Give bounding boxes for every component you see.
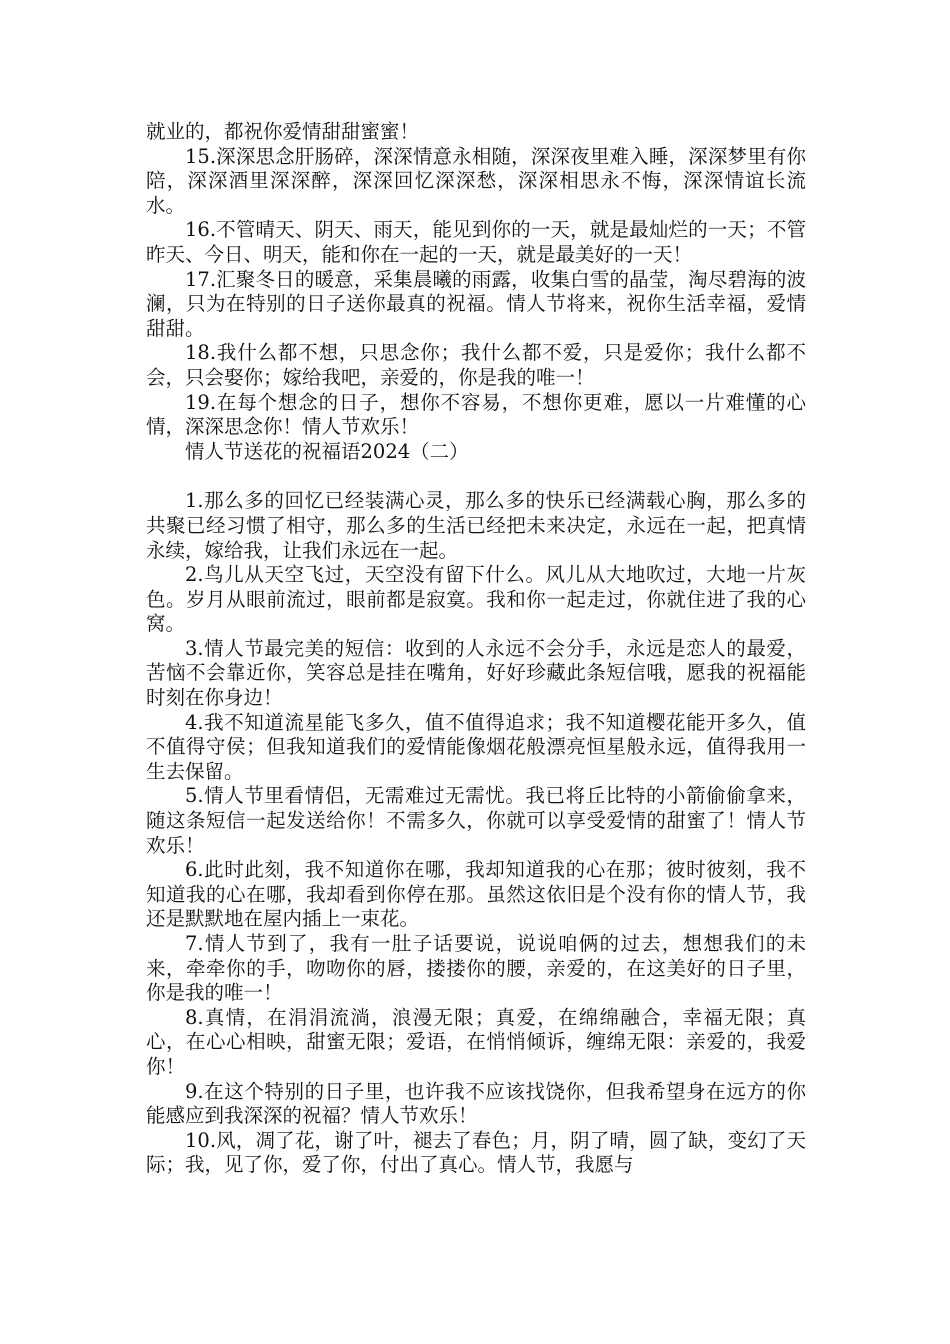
- list-item: 1.那么多的回忆已经装满心灵，那么多的快乐已经满载心胸，那么多的共聚已经习惯了相守，那么多的生活已经把未来决定，永远在一起，把真情永续，嫁给我，让我们永远在一起。: [146, 489, 806, 562]
- list-item: 2.鸟儿从天空飞过，天空没有留下什么。风儿从大地吹过，大地一片灰色。岁月从眼前流过，眼前都是寂寞。我和你一起走过，你就住进了我的心窝。: [146, 563, 806, 636]
- list-item: 4.我不知道流星能飞多久，值不值得追求；我不知道樱花能开多久，值不值得守侯；但我知道我们的爱情能像烟花般漂亮恒星般永远，值得我用一生去保留。: [146, 710, 806, 783]
- continuation-paragraph: 就业的，都祝你爱情甜甜蜜蜜！: [146, 120, 420, 143]
- list-item: 9.在这个特别的日子里，也许我不应该找饶你，但我希望身在远方的你能感应到我深深的祝福？情人节欢乐！: [146, 1079, 806, 1128]
- list-item: 5.情人节里看情侣，无需难过无需忧。我已将丘比特的小箭偷偷拿来，随这条短信一起发送给你！不需多久，你就可以享受爱情的甜蜜了！情人节欢乐！: [146, 784, 806, 857]
- list-item: 3.情人节最完美的短信：收到的人永远不会分手，永远是恋人的最爱，苦恼不会靠近你，笑容总是挂在嘴角，好好珍藏此条短信哦，愿我的祝福能时刻在你身边！: [146, 636, 806, 710]
- section-title: 情人节送花的祝福语2024（二）: [185, 439, 469, 463]
- list-item: 8.真情，在涓涓流淌，浪漫无限；真爱，在绵绵融合，幸福无限；真心，在心心相映，甜蜜无限；爱语，在悄悄倾诉，缠绵无限：亲爱的，我爱你！: [146, 1005, 806, 1078]
- list-item: 19.在每个想念的日子，想你不容易，不想你更难，愿以一片难懂的心情，深深思念你！情人节欢乐！: [146, 390, 806, 439]
- list-item: 17.汇聚冬日的暖意，采集晨曦的雨露，收集白雪的晶莹，淘尽碧海的波澜，只为在特别的日子送你最真的祝福。情人节将来，祝你生活幸福，爱情甜甜。: [146, 267, 806, 340]
- list-item: 18.我什么都不想，只思念你；我什么都不爱，只是爱你；我什么都不会，只会娶你；嫁给我吧，亲爱的，你是我的唯一！: [146, 341, 806, 389]
- list-item: 7.情人节到了，我有一肚子话要说，说说咱俩的过去，想想我们的未来，牵牵你的手，吻吻你的唇，搂搂你的腰，亲爱的，在这美好的日子里，你是我的唯一！: [146, 932, 806, 1005]
- list-item: 16.不管晴天、阴天、雨天，能见到你的一天，就是最灿烂的一天；不管昨天、今日、明天，能和你在一起的一天，就是最美好的一天！: [146, 218, 806, 266]
- list-item: 6.此时此刻，我不知道你在哪，我却知道我的心在那；彼时彼刻，我不知道我的心在哪，我却看到你停在那。虽然这依旧是个没有你的情人节，我还是默默地在屋内插上一束花。: [146, 858, 806, 931]
- list-item: 10.风，凋了花，谢了叶，褪去了春色；月，阴了晴，圆了缺，变幻了天际；我，见了你，爱了你，付出了真心。情人节，我愿与: [146, 1128, 806, 1177]
- document-page: [146, 120, 806, 1178]
- list-item: 15.深深思念肝肠碎，深深情意永相随，深深夜里难入睡，深深梦里有你陪，深深酒里深深醉，深深回忆深深愁，深深相思永不悔，深深情谊长流水。: [146, 144, 806, 217]
